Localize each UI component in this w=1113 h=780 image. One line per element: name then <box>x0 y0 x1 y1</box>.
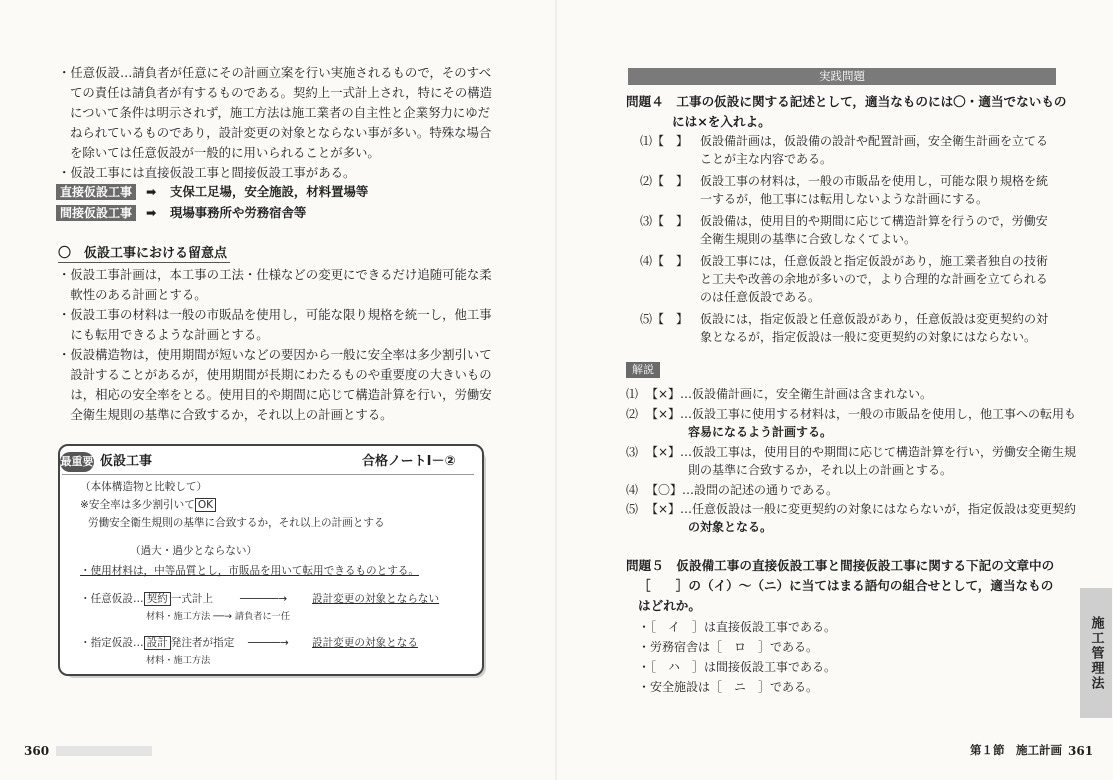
note-boxed-contract: 契約 <box>144 592 171 606</box>
section-underline <box>58 262 230 263</box>
explanation-label: 解説 <box>626 362 660 378</box>
answer-text: の対象となる。 <box>688 520 773 534</box>
answer-text: 【〇】…設問の記述の通りである。 <box>646 483 839 497</box>
answer-text: 【×】…仮設工事に使用する材料は，一般の市販品を使用し，他工事への転用も <box>646 407 1077 421</box>
point-line: 軟性のある計画とする。 <box>58 287 207 302</box>
answer-text: 【×】…任意仮設は一般に変更契約の対象にはならないが，指定仮設は変更契約 <box>646 502 1077 516</box>
note-text: ※安全率は多少割引いて <box>80 499 195 511</box>
body-line: ・仮設工事には直接仮設工事と間接仮設工事がある。 <box>58 165 356 180</box>
point-line: は，相応の安全率をとる。使用目的や期間に応じて構造計算を行い，労働安 <box>58 387 492 402</box>
body-line: ての責任は請負者が有するものである。契約上一式計上され，特にその構造 <box>70 85 493 100</box>
direct-tag-text: 支保工足場，安全施設，材料置場等 <box>170 184 369 199</box>
item-number: ⑸【 】 <box>640 312 689 326</box>
answer-number: ⑸ <box>626 502 639 516</box>
point-line: 設計することがあるが，使用期間が長期にわたるものや重要度の大きいもの <box>58 367 492 382</box>
item-text: 仮設工事の材料は，一般の市販品を使用し，可能な限り規格を統 <box>700 174 1049 188</box>
note-text: 設計変更の対象となる <box>312 637 418 649</box>
note-text: 材料・施工方法 ──→ 請負者に一任 <box>146 611 291 622</box>
chapter-side-tab-label: 施工管理法 <box>1088 615 1104 691</box>
note-text: ・任意仮設… <box>80 593 144 605</box>
note-line-safety <box>80 498 216 512</box>
answer-number: ⑴ <box>626 387 639 401</box>
q5-statement: ・安全施設は［ ニ ］である。 <box>638 680 819 694</box>
note-text: ・使用材料は，中等品質とし，市販品を用いて転用できるものとする。 <box>80 565 419 577</box>
note-text: 設計変更の対象とならない <box>312 593 440 605</box>
answer-text: 【×】…仮設工事は，使用目的や期間に応じて構造計算を行い，労働安全衛生規 <box>646 445 1077 459</box>
arrow-icon: ➡ <box>146 184 157 199</box>
body-line: ・任意仮設…請負者が任意にその計画立案を行い実施されるもので，そのすべ <box>58 65 492 80</box>
point-line: 全衛生規則の基準に合致するか，それ以上の計画とする。 <box>58 407 393 422</box>
question-4: には×を入れよ。 <box>672 114 771 129</box>
body-line: ねられているものであり，設計変更の対象とならない事が多い。特殊な場合 <box>70 125 492 140</box>
item-text: 仮設工事には，任意仮設と指定仮設があり，施工業者独自の技術 <box>700 254 1049 268</box>
question-5: 問題５ 仮設備工事の直接仮設工事と間接仮設工事に関する下記の文章中の <box>626 558 1055 573</box>
answer-number: ⑵ <box>626 407 639 421</box>
note-text: 発注者が指定 <box>170 637 235 649</box>
direct-tag: 直接仮設工事 <box>56 184 136 200</box>
note-text: （本体構造物と比較して） <box>80 481 208 493</box>
note-text: 労働安全衛生規則の基準に合致するか，それ以上の計画とする <box>88 517 385 529</box>
point-line: ・仮設工事の材料は一般の市販品を使用し，可能な限り規格を統一し，他工事 <box>58 307 492 322</box>
note-line-optional <box>80 592 213 606</box>
item-text: 全衛生規則の基準に合致しなくてよい。 <box>700 232 917 246</box>
section-title: 〇 仮設工事における留意点 <box>58 246 228 261</box>
arrow-icon: ➡ <box>146 205 157 220</box>
note-text: ・指定仮設… <box>80 637 144 649</box>
most-important-badge: 最重要 <box>60 452 94 472</box>
item-text: と工夫や改善の余地が多いので，より合理的な計画を立てられる <box>700 272 1048 286</box>
point-line: にも転用できるような計画とする。 <box>58 327 269 342</box>
note-boxed-ok: OK <box>195 498 216 512</box>
practice-header: 実践問題 <box>628 68 1056 85</box>
indirect-tag-text: 現場事務所や労務宿舎等 <box>170 205 307 220</box>
q5-statement: ・［ ハ ］は間接仮設工事である。 <box>638 660 837 674</box>
note-text: 一式計上 <box>170 593 214 605</box>
question-5: ［ ］の（イ）～（ニ）に当てはまる語句の組合せとして，適当なもの <box>638 578 1054 593</box>
q5-statement: ・［ イ ］は直接仮設工事である。 <box>638 620 837 634</box>
answer-text: 容易になるよう計画する。 <box>688 425 833 439</box>
footer-bar <box>56 746 152 756</box>
item-text: のは任意仮設である。 <box>700 290 821 304</box>
note-arrow-line: ──────→ <box>240 593 288 605</box>
body-line: について条件は明示されず，施工方法は施工業者の自主性と企業努力にゆだ <box>70 105 491 120</box>
point-line: ・仮設工事計画は，本工事の工法・仕様などの変更にできるだけ追随可能な柔 <box>58 267 492 282</box>
question-4: 問題４ 工事の仮設に関する記述として，適当なものには〇・適当でないもの <box>626 94 1067 109</box>
note-arrow-line: ─────→ <box>248 637 289 649</box>
note-text: （過大・過少とならない） <box>130 545 258 557</box>
note-line-designated <box>80 636 234 650</box>
body-line: を除いては任意仮設が一般的に用いられることが多い。 <box>70 145 380 160</box>
note-boxed-design: 設計 <box>144 636 171 650</box>
note-divider <box>62 474 474 475</box>
note-text: 材料・施工方法 <box>146 655 211 666</box>
note-title: 仮設工事 <box>100 454 153 469</box>
indirect-tag: 間接仮設工事 <box>56 205 136 221</box>
q5-statement: ・労務宿舎は［ ロ ］である。 <box>638 640 819 654</box>
page-number-left: 360 <box>24 744 50 758</box>
item-number: ⑴【 】 <box>640 134 689 148</box>
item-text: 象となるが，指定仮設は一般に変更契約の対象にはならない。 <box>700 330 1037 344</box>
page-number-right: 361 <box>1068 744 1094 758</box>
answer-text: 【×】…仮設備計画に，安全衛生計画は含まれない。 <box>646 387 933 401</box>
item-text: 仮設備は，使用目的や期間に応じて構造計算を行うので，労働安 <box>700 214 1048 228</box>
chapter-side-tab <box>1080 588 1112 718</box>
item-text: ことが主な内容である。 <box>700 152 833 166</box>
item-text: 一するが，他工事には転用しないような計画にする。 <box>700 192 989 206</box>
point-line: ・仮設構造物は，使用期間が短いなどの要因から一般に安全率は多少割引いて <box>58 347 492 362</box>
item-number: ⑷【 】 <box>640 254 689 268</box>
item-number: ⑶【 】 <box>640 214 689 228</box>
item-number: ⑵【 】 <box>640 174 689 188</box>
answer-number: ⑷ <box>626 483 639 497</box>
answer-number: ⑶ <box>626 445 639 459</box>
answer-text: 則の基準に合致するか，それ以上の計画とする。 <box>688 463 953 477</box>
note-label: 合格ノートⅠ－② <box>362 454 456 469</box>
item-text: 仮設には，指定仮設と任意仮設があり，任意仮設は変更契約の対 <box>700 312 1049 326</box>
question-5: はどれか。 <box>638 598 701 613</box>
footer-section: 第１節 施工計画 <box>970 743 1062 757</box>
item-text: 仮設備計画は，仮設備の設計や配置計画，安全衛生計画を立てる <box>700 134 1049 148</box>
